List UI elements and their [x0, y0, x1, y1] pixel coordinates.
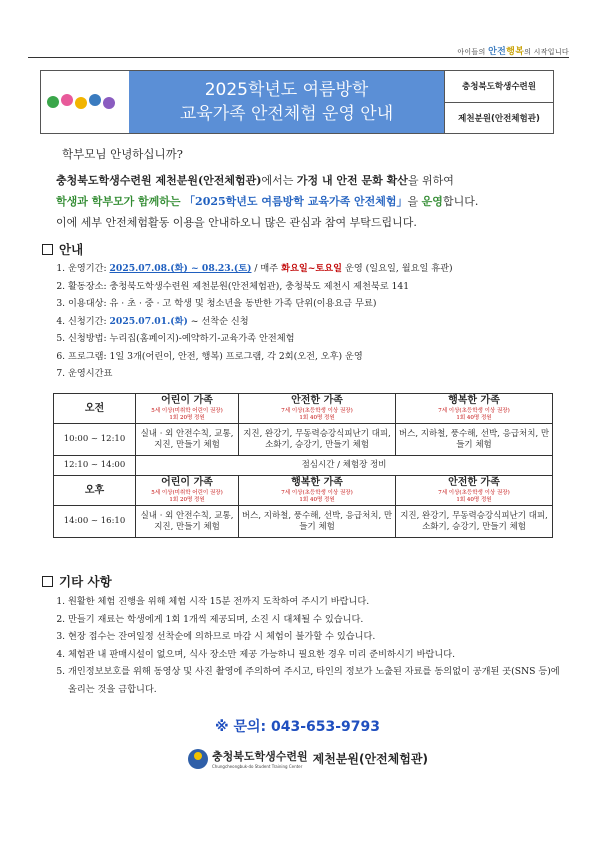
info-method: 5. 신청방법: 누리집(홈페이지)-예약하기-교육가족 안전체험: [68, 330, 558, 348]
contact-phone: ※ 문의: 043-653-9793: [214, 719, 381, 735]
list-item: 4. 체험관 내 판매시설이 없으며, 식사 장소만 제공 가능하니 필요한 경우 미리 준비하시기 바랍니다.: [68, 646, 568, 664]
period-value: 2025.07.08.(화) ~ 08.23.(토): [109, 263, 252, 274]
square-bullet-icon: [42, 244, 53, 255]
apply-value: 2025.07.01.(화): [109, 315, 188, 327]
greeting: 학부모님 안녕하십니까?: [62, 147, 183, 161]
group-capacity: 1회 40명 정원: [299, 497, 335, 503]
group-age: 5세 이상(미취학 어린이 권장): [151, 490, 223, 496]
table-row: [54, 456, 553, 476]
group-name: 어린이 가족: [161, 395, 213, 406]
logo-graphic: [45, 87, 125, 117]
group-age: 7세 이상(초등학생 이상 권장): [281, 490, 353, 496]
pm-content-1: 실내 · 외 안전수칙, 교통, 지진, 만들기 체험: [136, 506, 239, 538]
tagline-pre: 아이들의: [457, 48, 489, 56]
am-content-2: 지진, 완강기, 무동력승강식피난기 대피, 소화기, 승강기, 만들기 체험: [239, 424, 396, 456]
footer-org-block: [212, 748, 308, 769]
section-info-heading: [42, 240, 83, 258]
branch-name: 제천분원(안전체험관): [458, 113, 540, 124]
list-item: 1. 원활한 체험 진행을 위해 체험 시작 15분 전까지 도착하여 주시기 바랍니다.: [68, 593, 568, 611]
org-block: [444, 71, 553, 133]
group-capacity: 1회 40명 정원: [456, 415, 492, 421]
list-item: 5. 개인정보보호를 위해 동영상 및 사진 촬영에 주의하여 주시고, 타인의 정보가 노출된 자료를 동의없이 공개된 곳(SNS 등)에 올리는 것을 금합니다.: [68, 663, 568, 698]
group-age: 7세 이상(초등학생 이상 권장): [438, 490, 510, 496]
period-tail: 운영 (일요일, 월요일 휴관): [342, 263, 453, 274]
info-apply: [68, 313, 558, 331]
center-emblem-icon: [188, 749, 208, 769]
program-logo: [41, 71, 129, 133]
header-rule: [28, 57, 569, 58]
lunch-text: 점심시간 / 체험장 정비: [136, 456, 553, 476]
am-content-3: 버스, 지하철, 풍수해, 선박, 응급처치, 만들기 체험: [396, 424, 553, 456]
group-age: 5세 이상(미취학 어린이 권장): [151, 408, 223, 414]
group-age: 7세 이상(초등학생 이상 권장): [281, 408, 353, 414]
intro-text-1: 에서는: [261, 174, 297, 187]
apply-tail: ~ 선착순 신청: [187, 315, 249, 327]
am-group-3: [396, 394, 553, 424]
pm-group-2: [239, 476, 396, 506]
intro-goal: 가정 내 안전 문화 확산: [296, 174, 408, 187]
am-group-1: [136, 394, 239, 424]
period-label: 운영기간:: [68, 263, 110, 274]
notes-list: [50, 593, 568, 698]
tagline-word-safety: 안전: [488, 47, 507, 57]
tagline-word-happiness: 행복: [506, 47, 525, 57]
group-age: 7세 이상(초등학생 이상 권장): [438, 408, 510, 414]
group-capacity: 1회 20명 정원: [169, 497, 205, 503]
footer-org-english: Chungcheongbuk-do Student Training Center: [212, 764, 303, 769]
intro-text-2: 을 위하여: [407, 174, 454, 187]
intro-participants: 학생과 학부모가 함께하는: [56, 195, 181, 208]
pm-content-3: 지진, 완강기, 무동력승강식피난기 대피, 소화기, 승강기, 만들기 체험: [396, 506, 553, 538]
lunch-time: 12:10 ~ 14:00: [54, 456, 136, 476]
am-group-2: [239, 394, 396, 424]
section-notes-heading: [42, 572, 112, 590]
group-capacity: 1회 20명 정원: [169, 415, 205, 421]
table-row: [54, 424, 553, 456]
intro-request: 이에 세부 안전체험활동 이용을 안내하오니 많은 관심과 참여 부탁드립니다.: [56, 216, 417, 229]
schedule-table: [53, 393, 553, 538]
title-box: [40, 70, 554, 134]
intro-operate: 운영: [421, 195, 443, 208]
info-place: 2. 활동장소: 충청북도학생수련원 제천분원(안전체험관), 충청북도 제천시 제천북로 141: [68, 278, 558, 296]
title-line-1: 2025학년도 여름방학: [204, 80, 369, 100]
table-row: [54, 506, 553, 538]
group-name: 안전한 가족: [291, 395, 343, 406]
square-bullet-icon: [42, 576, 53, 587]
intro-paragraph: [56, 170, 556, 233]
tagline: [457, 44, 569, 57]
intro-org: 충청북도학생수련원 제천분원(안전체험관): [56, 174, 262, 187]
group-name: 안전한 가족: [448, 477, 500, 488]
list-item: 3. 현장 접수는 잔여일정 선착순에 의하므로 마감 시 체험이 불가할 수 있습니다.: [68, 628, 568, 646]
intro-text-3: 을: [407, 195, 422, 208]
apply-label: 신청기간:: [68, 315, 110, 327]
intro-text-4: 합니다.: [442, 195, 479, 208]
section-notes-title: 기타 사항: [59, 574, 112, 589]
info-program: 6. 프로그램: 1일 3개(어린이, 안전, 행복) 프로그램, 각 2회(오전, 오후) 운영: [68, 348, 558, 366]
pm-group-3: [396, 476, 553, 506]
table-row: [54, 476, 553, 506]
info-period: [68, 260, 558, 278]
footer-branch: 제천분원(안전체험관): [312, 752, 428, 766]
period-days: 화요일~토요일: [281, 263, 343, 274]
am-label: 오전: [54, 394, 136, 424]
group-name: 어린이 가족: [161, 477, 213, 488]
am-time: 10:00 ~ 12:10: [54, 424, 136, 456]
org-name: 충청북도학생수련원: [445, 71, 553, 103]
period-mid: / 매주: [251, 263, 282, 274]
info-timetable: 7. 운영시간표: [68, 365, 558, 383]
section-info-title: 안내: [59, 242, 84, 257]
group-name: 행복한 가족: [291, 477, 343, 488]
pm-group-1: [136, 476, 239, 506]
footer-logo: [188, 748, 428, 769]
pm-time: 14:00 ~ 16:10: [54, 506, 136, 538]
footer-org: 충청북도학생수련원: [212, 750, 308, 763]
group-capacity: 1회 40명 정원: [456, 497, 492, 503]
tagline-post: 의 시작입니다: [524, 48, 569, 56]
title-line-2: 교육가족 안전체험 운영 안내: [179, 104, 394, 124]
am-content-1: 실내 · 외 안전수칙, 교통, 지진, 만들기 체험: [136, 424, 239, 456]
pm-label: 오후: [54, 476, 136, 506]
title-block: [129, 71, 444, 133]
list-item: 2. 만들기 재료는 학생에게 1회 1개씩 제공되며, 소진 시 대체될 수 있습니다.: [68, 611, 568, 629]
info-target: 3. 이용대상: 유 · 초 · 중 · 고 학생 및 청소년을 동반한 가족 단위(이용요금 무료): [68, 295, 558, 313]
info-list: [50, 260, 558, 383]
pm-content-2: 버스, 지하철, 풍수해, 선박, 응급처치, 만들기 체험: [239, 506, 396, 538]
table-row: [54, 394, 553, 424]
group-capacity: 1회 40명 정원: [299, 415, 335, 421]
group-name: 행복한 가족: [448, 395, 500, 406]
intro-program-name: 「2025학년도 여름방학 교육가족 안전체험」: [184, 195, 408, 208]
